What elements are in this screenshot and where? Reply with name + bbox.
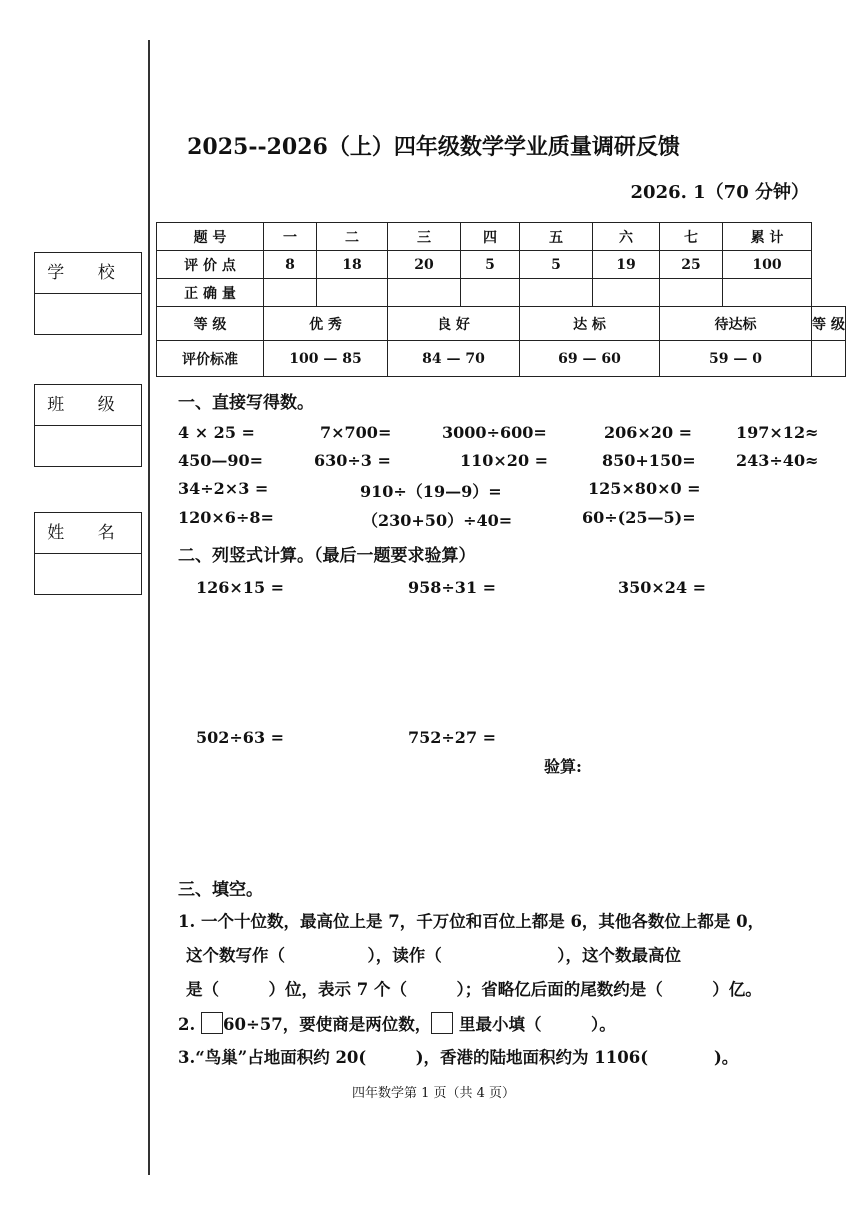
- table-cell: 题 号: [157, 223, 264, 251]
- problem: 110×20 =: [460, 451, 549, 470]
- table-cell: 一: [264, 223, 317, 251]
- table-cell: 三: [388, 223, 461, 251]
- table-cell: 七: [660, 223, 723, 251]
- table-row: [157, 341, 846, 377]
- problem: 197×12≈: [736, 423, 819, 442]
- vertical-calc-problem: 126×15 =: [196, 578, 285, 597]
- question-number: 2.: [178, 1015, 196, 1034]
- score-input-cell[interactable]: [660, 279, 723, 307]
- problem: 120×6÷8=: [178, 508, 274, 527]
- table-cell: 69 — 60: [520, 341, 660, 377]
- table-cell: 100 — 85: [264, 341, 388, 377]
- problem: 206×20 =: [604, 423, 693, 442]
- table-cell: 待达标: [660, 307, 812, 341]
- name-label: 姓 名: [35, 513, 141, 554]
- table-cell: 等 级: [157, 307, 264, 341]
- binding-line: [148, 40, 150, 1175]
- school-label: 学 校: [35, 253, 141, 294]
- name-field[interactable]: [35, 554, 141, 594]
- problem: 3000÷600=: [442, 423, 547, 442]
- score-input-cell[interactable]: [264, 279, 317, 307]
- score-table: [156, 222, 846, 377]
- fill-question-3: 3.“鸟巢”占地面积约 20( )，香港的陆地面积约为 1106( )。: [178, 1048, 739, 1067]
- table-cell: 评 价 点: [157, 251, 264, 279]
- blank-box[interactable]: [431, 1012, 453, 1034]
- table-row: [157, 223, 846, 251]
- class-field[interactable]: [35, 426, 141, 466]
- problem: 243÷40≈: [736, 451, 819, 470]
- problem: 34÷2×3 =: [178, 479, 269, 498]
- table-cell: 六: [593, 223, 660, 251]
- table-cell: 59 — 0: [660, 341, 812, 377]
- table-cell: 18: [317, 251, 388, 279]
- score-input-cell[interactable]: [317, 279, 388, 307]
- table-cell: 25: [660, 251, 723, 279]
- fill-question-1-line-3: 是（ ）位，表示 7 个（ ）；省略亿后面的尾数约是（ ）亿。: [186, 980, 762, 999]
- check-label: 验算:: [544, 757, 582, 776]
- table-cell: 100: [723, 251, 812, 279]
- table-row: [157, 279, 846, 307]
- fill-question-1-line-1: 1. 一个十位数，最高位上是 7，千万位和百位上都是 6，其他各数位上都是 0，: [178, 912, 765, 931]
- school-field[interactable]: [35, 294, 141, 334]
- table-cell: 5: [520, 251, 593, 279]
- table-row: [157, 307, 846, 341]
- section-1-title: 一、直接写得数。: [178, 393, 314, 413]
- problem: 60÷(25—5)=: [582, 508, 696, 527]
- question-text: 60÷57，要使商是两位数，: [222, 1015, 432, 1034]
- vertical-calc-problem: 502÷63 =: [196, 728, 285, 747]
- table-cell: 五: [520, 223, 593, 251]
- class-box: [34, 384, 142, 467]
- name-box: [34, 512, 142, 595]
- table-cell: 优 秀: [264, 307, 388, 341]
- school-box: [34, 252, 142, 335]
- problem: 450—90=: [178, 451, 264, 470]
- section-2-title: 二、列竖式计算。（最后一题要求验算）: [178, 546, 476, 566]
- exam-date: 2026. 1（70 分钟）: [630, 182, 809, 203]
- page-title: 2025--2026（上）四年级数学学业质量调研反馈: [187, 134, 680, 160]
- table-cell: 等 级: [812, 307, 846, 341]
- fill-question-1-line-2: 这个数写作（ ），读作（ ），这个数最高位: [186, 946, 681, 965]
- table-cell: 8: [264, 251, 317, 279]
- page-footer: 四年数学第 1 页（共 4 页）: [351, 1086, 516, 1101]
- table-cell: 19: [593, 251, 660, 279]
- table-cell: 二: [317, 223, 388, 251]
- table-cell: 良 好: [388, 307, 520, 341]
- table-cell: 5: [461, 251, 520, 279]
- vertical-calc-problem: 350×24 =: [618, 578, 707, 597]
- question-text: 里最小填（ ）。: [458, 1015, 616, 1034]
- table-cell: 评价标准: [157, 341, 264, 377]
- problem: （230+50）÷40=: [362, 511, 513, 530]
- problem: 4 × 25 =: [178, 423, 255, 442]
- class-label: 班 级: [35, 385, 141, 426]
- table-cell: 正 确 量: [157, 279, 264, 307]
- table-cell: 84 — 70: [388, 341, 520, 377]
- vertical-calc-problem: 958÷31 =: [408, 578, 497, 597]
- grade-input-cell[interactable]: [812, 341, 846, 377]
- score-input-cell[interactable]: [388, 279, 461, 307]
- problem: 7×700=: [320, 423, 392, 442]
- table-cell: 20: [388, 251, 461, 279]
- score-input-cell[interactable]: [723, 279, 812, 307]
- problem: 125×80×0 =: [588, 479, 701, 498]
- score-input-cell[interactable]: [461, 279, 520, 307]
- score-input-cell[interactable]: [593, 279, 660, 307]
- section-3-title: 三、填空。: [178, 880, 263, 900]
- table-cell: 四: [461, 223, 520, 251]
- problem: 910÷（19—9）=: [360, 482, 502, 501]
- vertical-calc-problem: 752÷27 =: [408, 728, 497, 747]
- score-input-cell[interactable]: [520, 279, 593, 307]
- problem: 850+150=: [602, 451, 696, 470]
- table-cell: 累 计: [723, 223, 812, 251]
- problem: 630÷3 =: [314, 451, 391, 470]
- table-row: [157, 251, 846, 279]
- blank-box[interactable]: [201, 1012, 223, 1034]
- fill-question-2: [178, 1011, 616, 1035]
- table-cell: 达 标: [520, 307, 660, 341]
